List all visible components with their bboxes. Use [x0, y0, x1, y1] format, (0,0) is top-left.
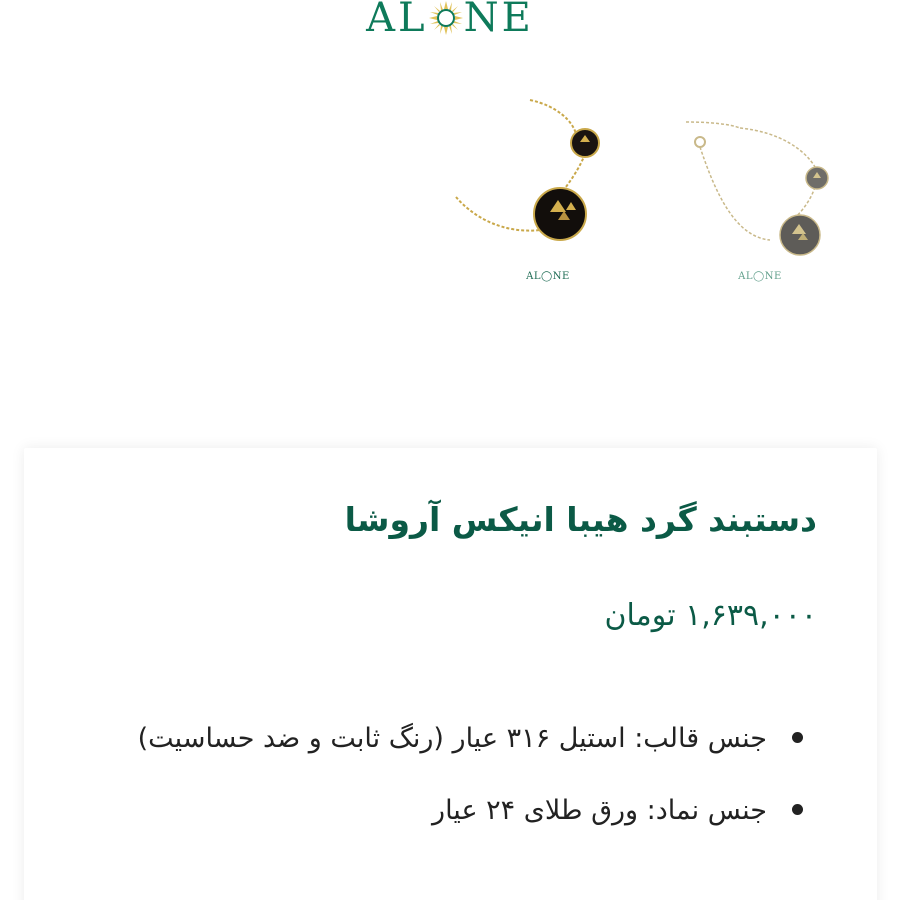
feature-text: جنس قالب: استیل ۳۱۶ عیار (رنگ ثابت و ضد حساسیت) [137, 723, 767, 754]
brand-logo[interactable] [350, 0, 550, 42]
product-price: ۱,۶۳۹,۰۰۰ تومان [604, 598, 817, 633]
brand-logo-right: NE [463, 0, 534, 41]
product-title: دستبند گرد هیبا انیکس آروشا [344, 500, 817, 539]
brand-logo-left: AL [366, 0, 428, 41]
product-thumbnail-grey[interactable] [660, 92, 860, 292]
bracelet-grey-image [660, 92, 860, 292]
feature-text: جنس نماد: ورق طلای ۲۴ عیار [432, 795, 767, 826]
product-thumbnail-black[interactable] [448, 92, 648, 292]
feature-item [127, 775, 767, 847]
product-info-card [24, 448, 877, 900]
thumbnail-logo: AL◯NE [738, 271, 782, 282]
product-features-list [127, 703, 807, 847]
product-gallery [0, 0, 900, 430]
thumbnail-logo: AL◯NE [526, 271, 570, 282]
sun-emblem-icon [429, 1, 463, 35]
bullet-icon [792, 732, 803, 743]
feature-item [127, 703, 767, 775]
bullet-icon [792, 804, 803, 815]
bracelet-black-image [448, 92, 648, 292]
